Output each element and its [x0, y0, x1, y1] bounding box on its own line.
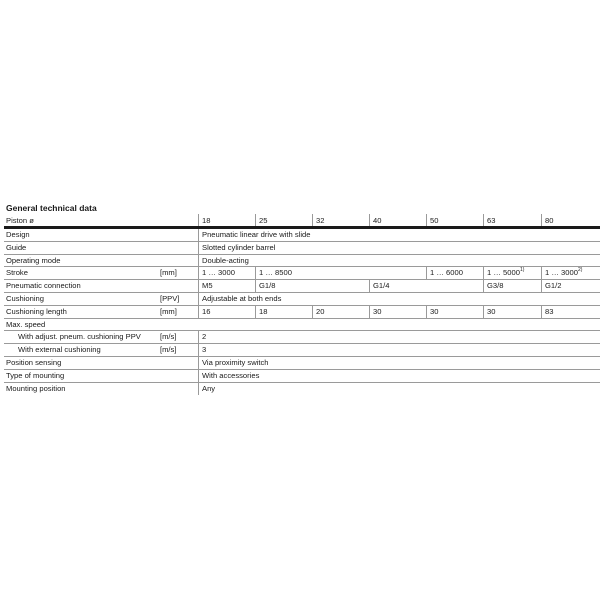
- header-row: [4, 214, 600, 229]
- row-unit: [mm]: [160, 306, 177, 316]
- stroke-25-40: 1 … 8500: [255, 267, 426, 279]
- row-label: Guide: [6, 242, 27, 252]
- size-32: 32: [312, 214, 369, 226]
- connection-40-50: G1/4: [369, 280, 483, 292]
- row-unit: [m/s]: [160, 332, 177, 342]
- table-row: [4, 383, 600, 396]
- cushion-len-80: 83: [541, 306, 600, 318]
- row-value: With accessories: [198, 370, 600, 382]
- table-row: [4, 357, 600, 370]
- row-value: Via proximity switch: [198, 357, 600, 369]
- table-row: [4, 331, 600, 344]
- row-value: Double-acting: [198, 255, 600, 267]
- size-50: 50: [426, 214, 483, 226]
- size-63: 63: [483, 214, 541, 226]
- table-row: [4, 306, 600, 319]
- cushion-len-25: 18: [255, 306, 312, 318]
- row-label: With external cushioning: [18, 345, 101, 355]
- size-25: 25: [255, 214, 312, 226]
- size-80: 80: [541, 214, 600, 226]
- table-row: [4, 267, 600, 280]
- table-row: [4, 280, 600, 293]
- cushion-len-32: 20: [312, 306, 369, 318]
- stroke-63: 1 … 5000$^{1)}$: [483, 267, 541, 279]
- table-row: [4, 229, 600, 242]
- connection-63: G3/8: [483, 280, 541, 292]
- stroke-80: 1 … 3000$^{2)}$: [541, 267, 600, 279]
- row-value: Adjustable at both ends: [198, 293, 600, 305]
- cushion-len-63: 30: [483, 306, 541, 318]
- row-unit: [m/s]: [160, 345, 177, 355]
- cushion-len-50: 30: [426, 306, 483, 318]
- header-label: Piston ø: [6, 216, 34, 225]
- row-label: With adjust. pneum. cushioning PPV: [18, 332, 141, 342]
- row-value: Pneumatic linear drive with slide: [198, 229, 600, 241]
- row-value: 2: [198, 331, 600, 343]
- row-label: Position sensing: [6, 357, 62, 367]
- connection-18: M5: [198, 280, 255, 292]
- table-row: [4, 370, 600, 383]
- stroke-18: 1 … 3000: [198, 267, 255, 279]
- row-label: Stroke: [6, 268, 28, 278]
- technical-data-table: [4, 203, 600, 395]
- row-label: Design: [6, 230, 30, 239]
- row-label: Cushioning length: [6, 306, 67, 316]
- table-title: General technical data: [6, 203, 97, 213]
- size-18: 18: [198, 214, 255, 226]
- row-label: Operating mode: [6, 255, 61, 265]
- footnote-1: 1): [519, 267, 525, 274]
- row-label: Pneumatic connection: [6, 281, 81, 291]
- cushion-len-40: 30: [369, 306, 426, 318]
- row-label: Mounting position: [6, 383, 66, 393]
- row-unit: [PPV]: [160, 293, 180, 303]
- connection-80: G1/2: [541, 280, 600, 292]
- row-label: Max. speed: [6, 319, 46, 329]
- row-label: Type of mounting: [6, 370, 65, 380]
- table-row: [4, 255, 600, 268]
- size-40: 40: [369, 214, 426, 226]
- row-value: Slotted cylinder barrel: [198, 242, 600, 254]
- cushion-len-18: 16: [198, 306, 255, 318]
- row-value: 3: [198, 344, 600, 356]
- row-label: Cushioning: [6, 293, 44, 303]
- row-unit: [mm]: [160, 268, 177, 278]
- table-row: [4, 319, 600, 332]
- row-value: Any: [198, 383, 600, 396]
- connection-25-32: G1/8: [255, 280, 369, 292]
- table-row: [4, 293, 600, 306]
- table-row: [4, 344, 600, 357]
- footnote-2: 2): [577, 267, 583, 274]
- table-row: [4, 242, 600, 255]
- stroke-50: 1 … 6000: [426, 267, 483, 279]
